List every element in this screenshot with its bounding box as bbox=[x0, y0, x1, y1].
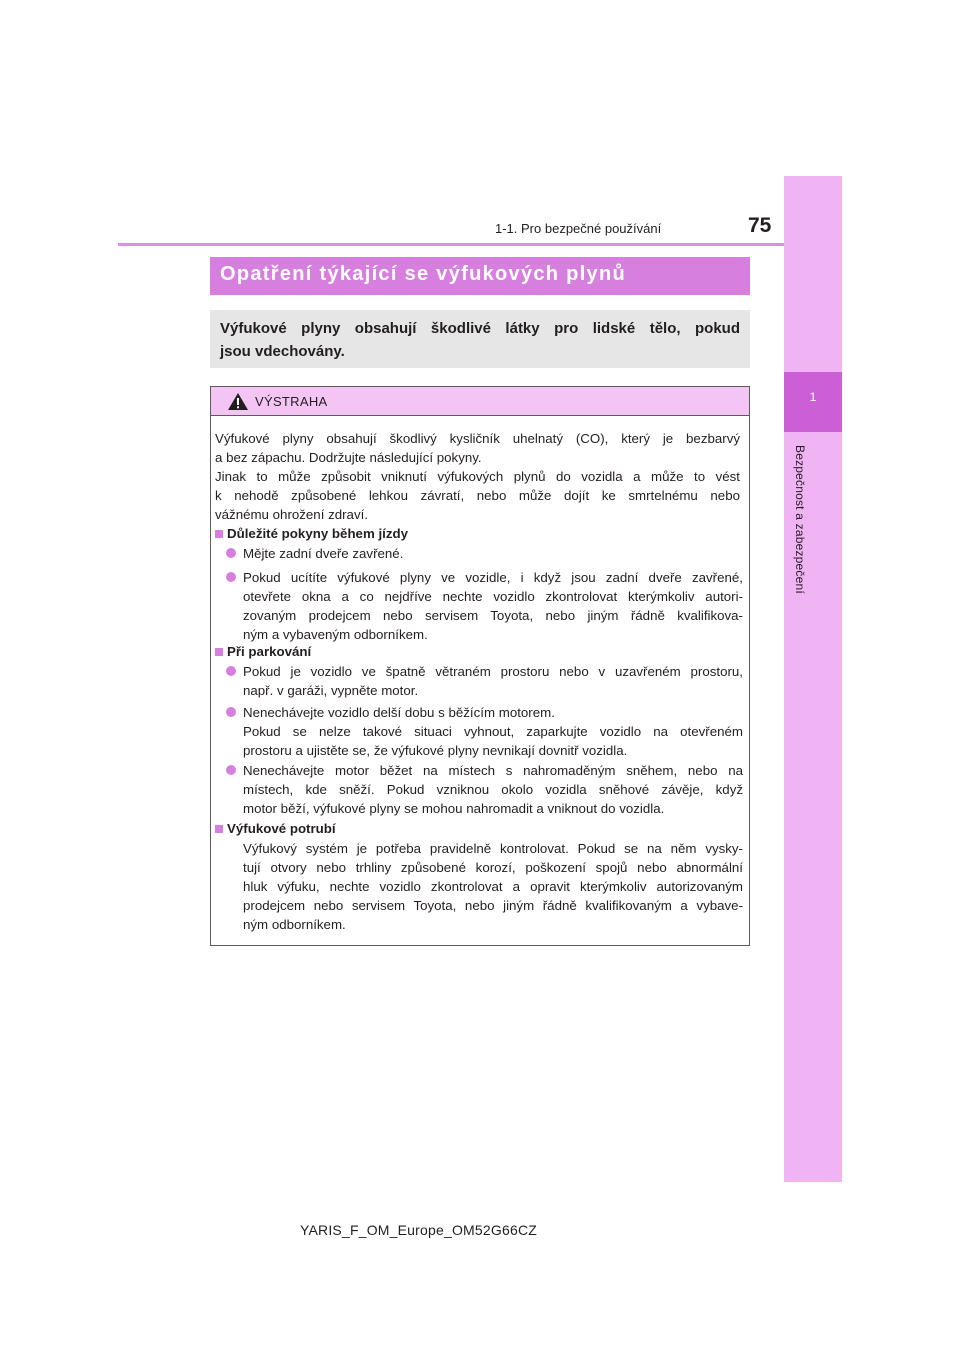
text-line: zovaným prodejcem nebo servisem Toyota, nebo jiným řádně kvalifikova- bbox=[243, 608, 743, 623]
bullet-item bbox=[243, 703, 743, 760]
exhaust-text bbox=[243, 839, 743, 934]
text-line: ným a vybaveným odborníkem. bbox=[243, 627, 428, 642]
page-number: 75 bbox=[748, 214, 772, 237]
text-line: Pokud se nelze takové situaci vyhnout, zaparkujte vozidlo na otevřeném bbox=[243, 724, 743, 739]
text-line: otevřete okna a co nejdříve nechte vozidlo zkontrolovat kterýmkoliv autori- bbox=[243, 589, 743, 604]
text-line: Výfukové plyny obsahují škodlivý kysličník uhelnatý (CO), který je bezbarvý bbox=[215, 431, 740, 446]
parking-heading: Při parkování bbox=[215, 642, 311, 661]
header-rule bbox=[118, 243, 786, 246]
warning-paragraph bbox=[215, 429, 740, 524]
bullet-item bbox=[243, 568, 743, 644]
round-bullet-icon bbox=[226, 765, 236, 775]
header-section-title: 1-1. Pro bezpečné používání bbox=[495, 221, 662, 236]
driving-heading: Důležité pokyny během jízdy bbox=[215, 524, 408, 543]
chapter-side-tab bbox=[784, 176, 842, 1182]
square-bullet-icon bbox=[215, 648, 223, 656]
intro-box bbox=[210, 310, 750, 368]
footer-document-code: YARIS_F_OM_Europe_OM52G66CZ bbox=[300, 1222, 538, 1238]
round-bullet-icon bbox=[226, 707, 236, 717]
bullet-item bbox=[243, 662, 743, 700]
text-line: tují otvory nebo trhliny způsobené korozí, poškození spojů nebo abnormální bbox=[243, 860, 743, 875]
warning-label: VÝSTRAHA bbox=[255, 394, 328, 409]
text-line: Výfukový systém je potřeba pravidelně kontrolovat. Pokud se na něm vysky- bbox=[243, 841, 743, 856]
section-title: Opatření týkající se výfukových plynů bbox=[210, 257, 750, 295]
intro-line: Výfukové plyny obsahují škodlivé látky pro lidské tělo, pokud bbox=[220, 320, 740, 337]
bullet-item bbox=[243, 544, 743, 563]
text-line: Jinak to může způsobit vniknutí výfukových plynů do vozidla a může to vést bbox=[215, 469, 740, 484]
text-line: vážnému ohrožení zdraví. bbox=[215, 507, 368, 522]
round-bullet-icon bbox=[226, 548, 236, 558]
round-bullet-icon bbox=[226, 666, 236, 676]
text-line: Pokud ucítíte výfukové plyny ve vozidle, i když jsou zadní dveře zavřené, bbox=[243, 570, 743, 585]
square-bullet-icon bbox=[215, 530, 223, 538]
square-bullet-icon bbox=[215, 825, 223, 833]
text-line: místech, kde sněží. Pokud vzniknou okolo vozidla sněhové závěje, když bbox=[243, 782, 743, 797]
warning-header bbox=[211, 387, 749, 416]
chapter-label: Bezpečnost a zabezpečení bbox=[793, 445, 807, 594]
warning-triangle-icon bbox=[228, 393, 248, 410]
intro-line: jsou vdechovány. bbox=[220, 343, 345, 360]
chapter-number: 1 bbox=[809, 390, 817, 404]
warning-box bbox=[210, 386, 750, 946]
round-bullet-icon bbox=[226, 572, 236, 582]
text-line: prodejcem nebo servisem Toyota, nebo jiným řádně kvalifikovaným a vybave- bbox=[243, 898, 743, 913]
text-line: ným odborníkem. bbox=[243, 917, 346, 932]
text-line: prostoru a ujistěte se, že výfukové plyny nevnikají dovnitř vozidla. bbox=[243, 743, 628, 758]
text-line: Nenechávejte motor běžet na místech s nahromaděným sněhem, nebo na bbox=[243, 763, 743, 778]
bullet-item bbox=[243, 761, 743, 818]
text-line: Pokud je vozidlo ve špatně větraném prostoru nebo v uzavřeném prostoru, bbox=[243, 664, 743, 679]
text-line: a bez zápachu. Dodržujte následující pokyny. bbox=[215, 450, 482, 465]
text-line: Mějte zadní dveře zavřené. bbox=[243, 546, 404, 561]
text-line: hluk výfuku, nechte vozidlo zkontrolovat a opravit kterýmkoliv autorizovaným bbox=[243, 879, 743, 894]
text-line: k nehodě způsobené lehkou závratí, nebo může dojít ke smrtelnému nebo bbox=[215, 488, 740, 503]
text-line: motor běží, výfukové plyny se mohou nahromadit a vniknout do vozidla. bbox=[243, 801, 665, 816]
text-line: např. v garáži, vypněte motor. bbox=[243, 683, 419, 698]
text-line: Nenechávejte vozidlo delší dobu s běžícím motorem. bbox=[243, 705, 555, 720]
exhaust-heading: Výfukové potrubí bbox=[215, 819, 336, 838]
